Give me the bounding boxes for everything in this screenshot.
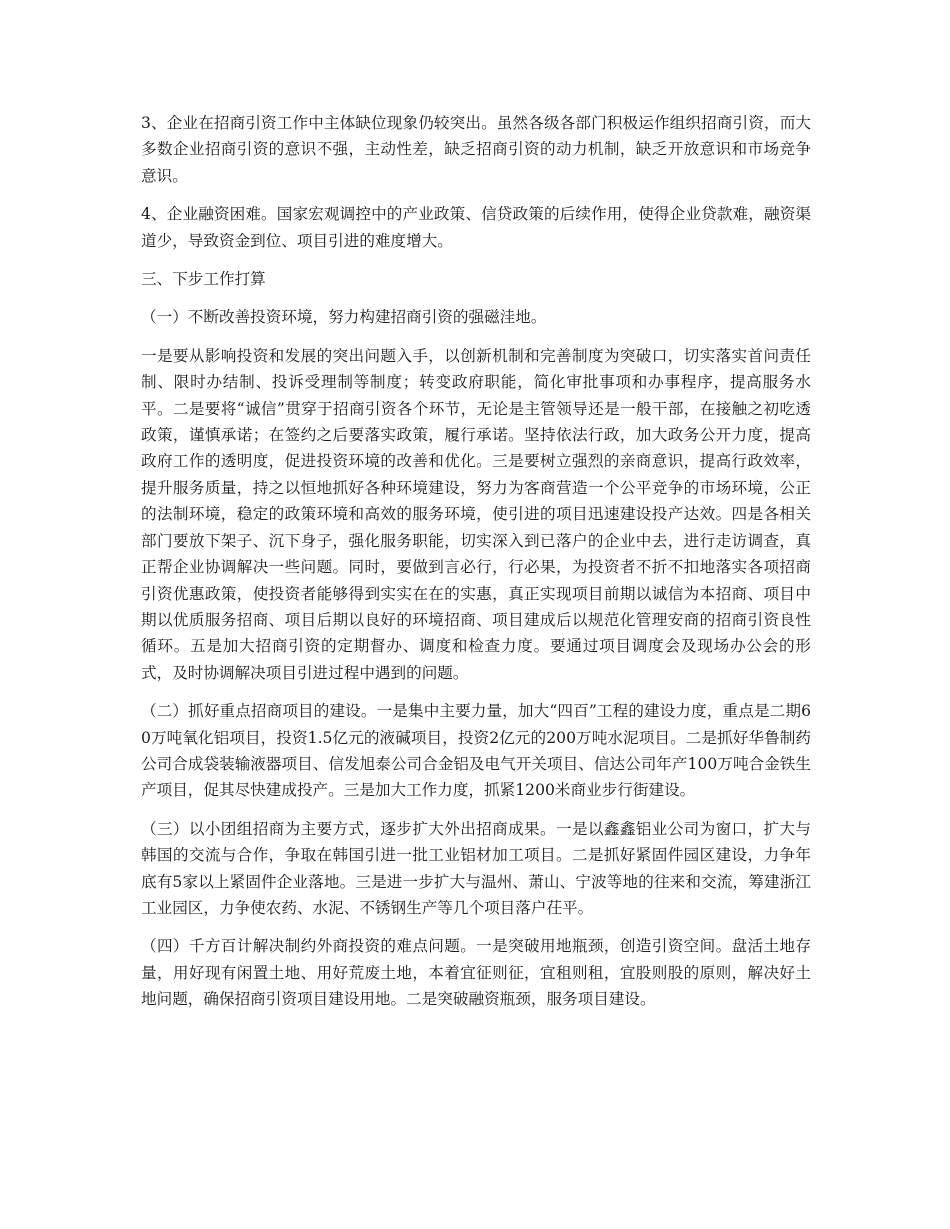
paragraph-solve-difficulties: （四）千方百计解决制约外商投资的难点问题。一是突破用地瓶颈，创造引资空间。盘活土地存量，用好现有闲置土地、用好荒废土地，本着宜征则征，宜租则租，宜股则股的原则，解决好土地问题，确保招商引资项目建设用地。二是突破融资瓶颈，服务项目建设。 bbox=[141, 937, 811, 1009]
paragraph-issue-4: 4、企业融资困难。国家宏观调控中的产业政策、信贷政策的后续作用，使得企业贷款难，融资渠道少，导致资金到位、项目引进的难度增大。 bbox=[141, 205, 811, 250]
paragraph-issue-3: 3、企业在招商引资工作中主体缺位现象仍较突出。虽然各级各部门积极运作组织招商引资，而大多数企业招商引资的意识不强，主动性差，缺乏招商引资的动力机制，缺乏开放意识和市场竞争意识。 bbox=[141, 114, 811, 185]
section-heading-next-steps: 三、下步工作打算 bbox=[141, 270, 266, 289]
paragraph-investment-environment: 一是要从影响投资和发展的突出问题入手，以创新机制和完善制度为突破口，切实落实首问责任制、限时办结制、投诉受理制等制度；转变政府职能，简化审批事项和办事程序，提高服务水平。二是要将“诚信”贯穿于招商引资各个环节，无论是主管领导还是一般干部，在接触之初吃透政策，谨慎承诺；在签约之后要落实政策，履行承诺。坚持依法行政，加大政务公开力度，提高政府工作的透明度，促进投资环境的改善和优化。三是要树立强烈的亲商意识，提高行政效率，提升服务质量，持之以恒地抓好各种环境建设，努力为客商营造一个公平竞争的市场环境，公正的法制环境，稳定的政策环境和高效的服务环境，使引进的项目迅速建设投产达效。四是各相关部门要放下架子、沉下身子，强化服务职能，切实深入到已落户的企业中去，进行走访调查，真正帮企业协调解决一些问题。同时，要做到言必行，行必果，为投资者不折不扣地落实各项招商引资优惠政策，使投资者能够得到实实在在的实惠，真正实现项目前期以诚信为本招商、项目中期以优质服务招商、项目后期以良好的环境招商、项目建成后以规范化管理安商的招商引资良性循环。五是加大招商引资的定期督办、调度和检查力度。要通过项目调度会及现场办公会的形式，及时协调解决项目引进过程中遇到的问题。 bbox=[141, 346, 811, 682]
paragraph-key-projects: （二）抓好重点招商项目的建设。一是集中主要力量，加大“四百”工程的建设力度，重点是二期60万吨氧化铝项目，投资1.5亿元的液碱项目，投资2亿元的200万吨水泥项目。二是抓好华鲁制药公司合成袋装输液器项目、信发旭泰公司合金铝及电气开关项目、信达公司年产100万吨合金铁生产项目，促其尽快建成投产。三是加大工作力度，抓紧1200米商业步行街建设。 bbox=[141, 702, 811, 800]
document-body bbox=[141, 110, 811, 1025]
paragraph-small-group-investment: （三）以小团组招商为主要方式，逐步扩大外出招商成果。一是以鑫鑫铝业公司为窗口，扩大与韩国的交流与合作，争取在韩国引进一批工业铝材加工项目。二是抓好紧固件园区建设，力争年底有5家以上紧固件企业落地。三是进一步扩大与温州、萧山、宁波等地的往来和交流，筹建浙江工业园区，力争使农药、水泥、不锈钢生产等几个项目落户茌平。 bbox=[141, 819, 811, 917]
subheading-investment-environment: （一）不断改善投资环境，努力构建招商引资的强磁洼地。 bbox=[141, 308, 547, 327]
